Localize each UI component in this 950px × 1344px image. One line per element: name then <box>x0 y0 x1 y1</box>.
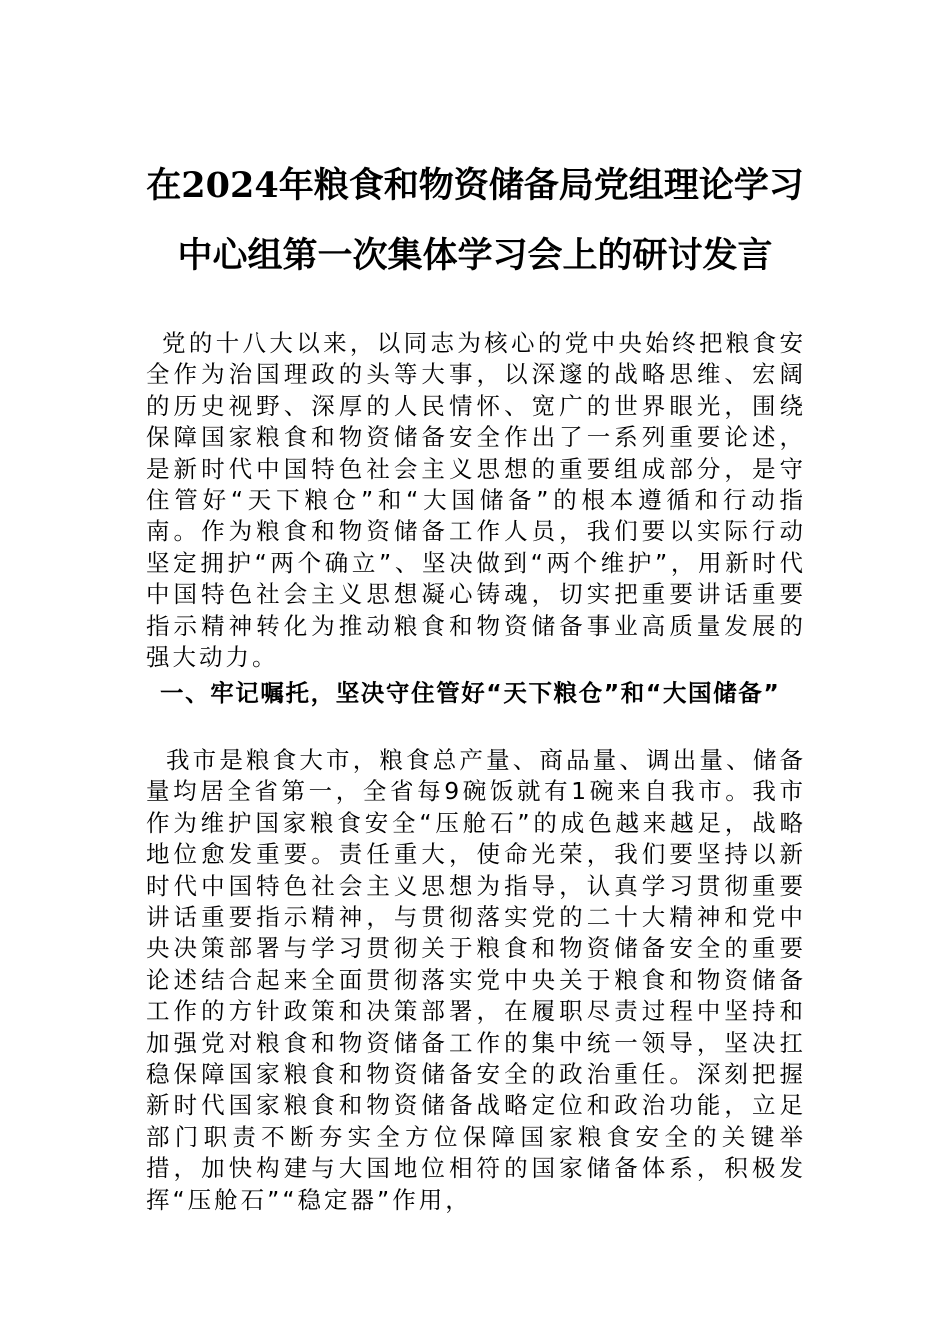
document-title-line-2: 中心组第一次集体学习会上的研讨发言 <box>177 235 773 276</box>
section-1-paragraph: 我市是粮食大市，粮食总产量、商品量、调出量、储备量均居全省第一，全省每9碗饭就有1碗来自我市。我市作为维护国家粮食安全“压舱石”的成色越来越足，战略地位愈发重要。责任重大，使命光荣，我们要坚持以新时代中国特色社会主义思想为指导，认真学习贯彻重要讲话重要指示精神，与贯彻落实党的二十大精神和党中央决策部署与学习贯彻关于粮食和物资储备安全的重要论述结合起来全面贯彻落实党中央关于粮食和物资储备工作的方针政策和决策部署，在履职尽责过程中坚持和加强党对粮食和物资储备工作的集中统一领导，坚决扛稳保障国家粮食和物资储备安全的政治重任。深刻把握新时代国家粮食和物资储备战略定位和政治功能，立足部门职责不断夯实全方位保障国家粮食安全的关键举措，加快构建与大国地位相符的国家储备体系，积极发挥“压舱石”“稳定器”作用， <box>146 746 806 1214</box>
section-heading-1: 一、牢记嘱托，坚决守住管好“天下粮仓”和“大国储备” <box>160 679 781 707</box>
document-title-line-1: 在2024年粮食和物资储备局党组理论学习 <box>146 165 804 206</box>
intro-paragraph: 党的十八大以来，以同志为核心的党中央始终把粮食安全作为治国理政的头等大事，以深邃的战略思维、宏阔的历史视野、深厚的人民情怀、宽广的世界眼光，围绕保障国家粮食和物资储备安全作出了一系列重要论述，是新时代中国特色社会主义思想的重要组成部分，是守住管好“天下粮仓”和“大国储备”的根本遵循和行动指南。作为粮食和物资储备工作人员，我们要以实际行动坚定拥护“两个确立”、坚决做到“两个维护”，用新时代中国特色社会主义思想凝心铸魂，切实把重要讲话重要指示精神转化为推动粮食和物资储备事业高质量发展的强大动力。 <box>146 329 806 672</box>
